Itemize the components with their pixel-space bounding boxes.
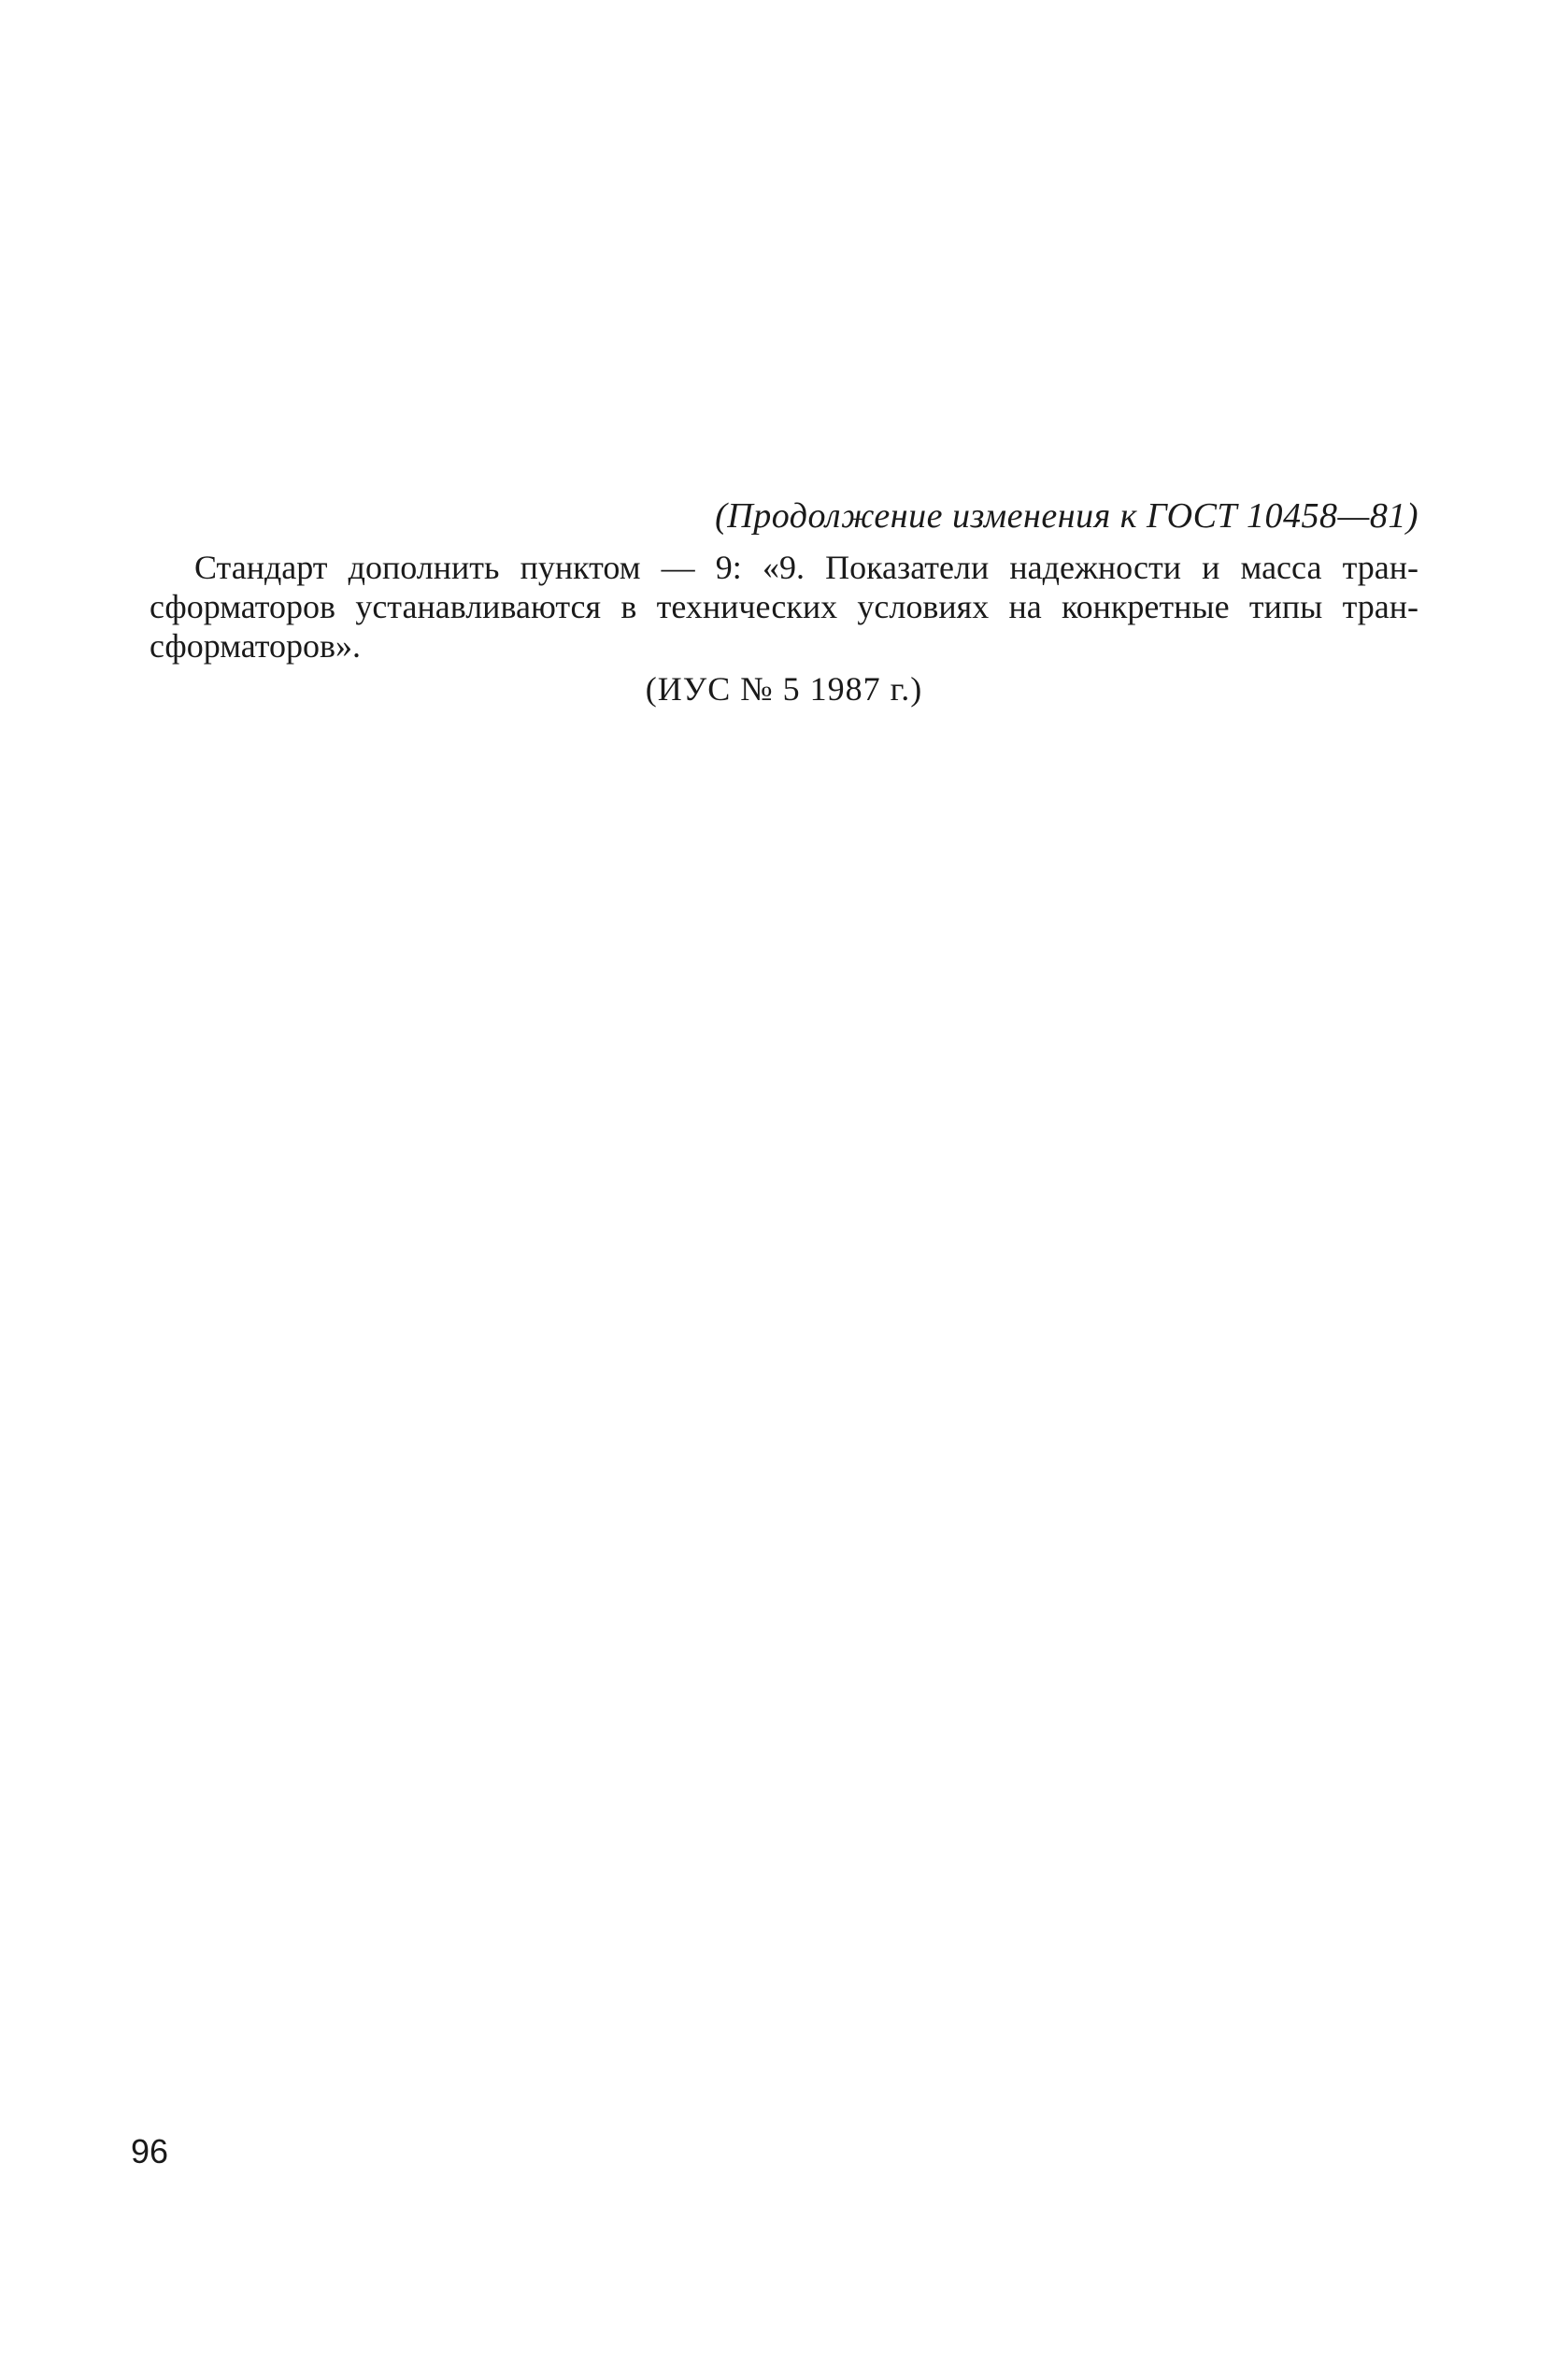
continuation-header: (Продолжение изменения к ГОСТ 10458—81) (715, 496, 1418, 536)
body-text-line-2: сформаторов устанавливаются в технических условиях на конкретные типы тран- (150, 588, 1418, 625)
body-text-line-1-content: Стандарт дополнить пунктом — 9: «9. Показатели надежности и масса тран- (194, 549, 1418, 586)
body-text-line-3: сформаторов». (150, 627, 362, 665)
source-reference: (ИУС № 5 1987 г.) (645, 670, 923, 708)
body-text-line-1 (150, 548, 1418, 588)
page-number: 96 (131, 2132, 169, 2170)
